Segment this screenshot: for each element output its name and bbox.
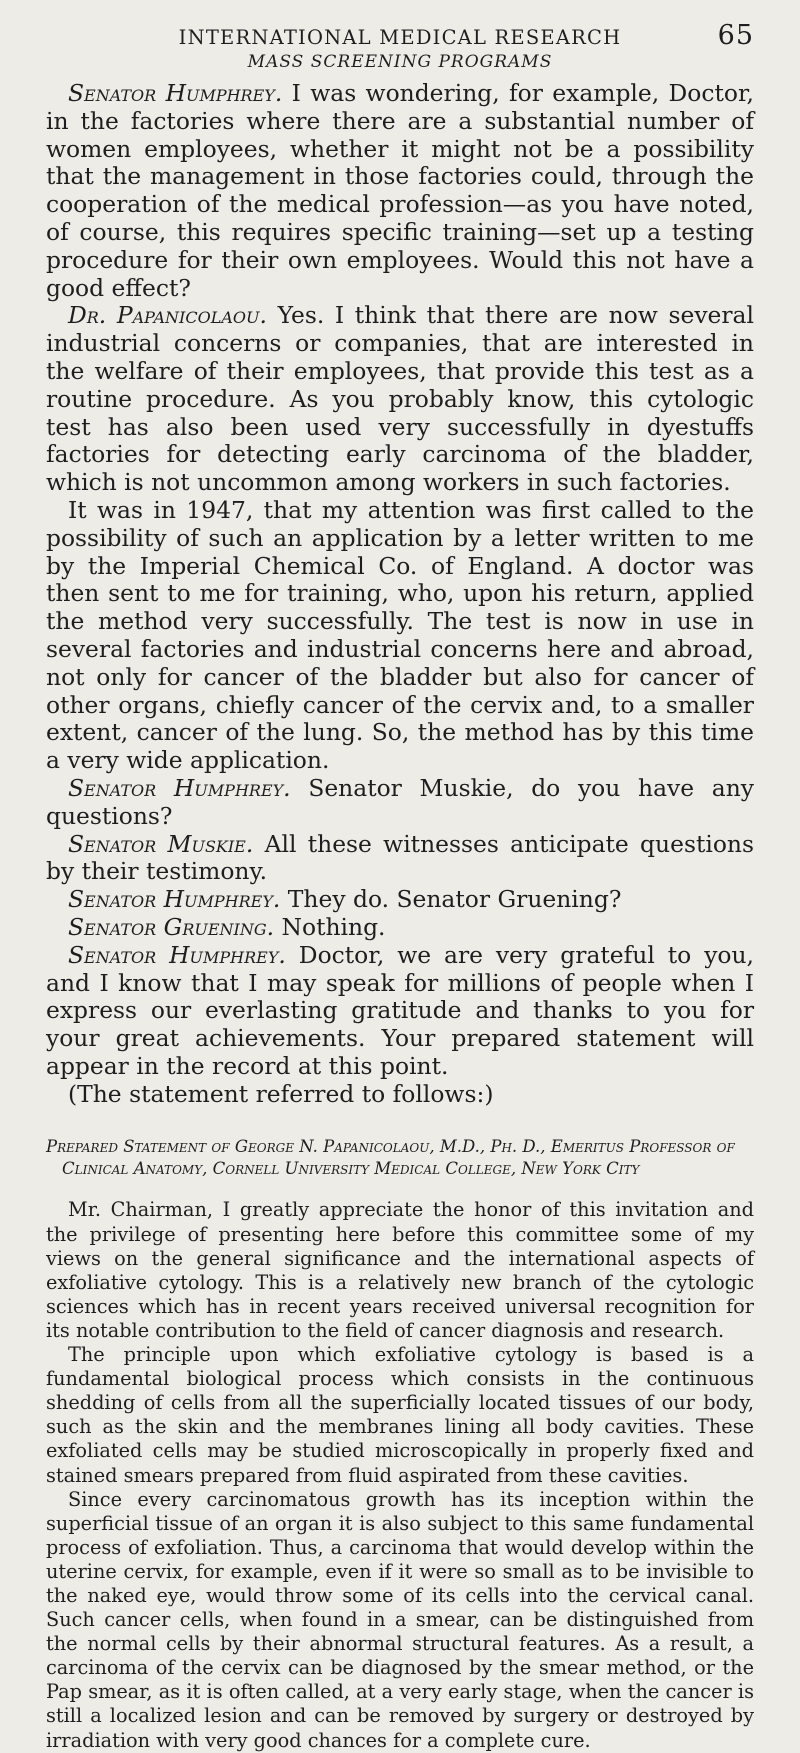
testimony-text: (The statement referred to follows:) <box>68 1079 494 1108</box>
statement-paragraph: Mr. Chairman, I greatly appreciate the honor of this invitation and the privilege of presenting here before this committee some of my views on the general significance and the international aspects of exfoliative cytology. This is a relatively new branch of the cytologic sciences which has in recent years received universal recognition for its notable contribution to the field of cancer diagnosis and research. <box>46 1198 754 1342</box>
testimony-text: Nothing. <box>274 912 386 941</box>
testimony-paragraph <box>46 302 754 497</box>
page-number: 65 <box>717 20 754 51</box>
testimony-paragraph <box>46 775 754 831</box>
testimony-text: I was wondering, for example, Doctor, in the factories where there are a substantial number of women employees, whether it might not be a possibility that the management in those factories could, through the cooperation of the medical profession—as you have noted, of course, this requires specific training—set up a testing procedure for their own employees. Would this not have a good effect? <box>46 79 754 302</box>
testimony-paragraph <box>46 497 754 775</box>
speaker-name: Senator Gruening. <box>68 912 275 941</box>
testimony-paragraph <box>46 886 754 914</box>
statement-paragraph: Since every carcinomatous growth has its inception within the superficial tissue of an organ it is also subject to this same fundamental process of exfoliation. Thus, a carcinoma that would develop within the uterine cervix, for example, even if it were so small as to be invisible to the naked eye, would throw some of its cells into the cervical canal. Such cancer cells, when found in a smear, can be distinguished from the normal cells by their abnormal structural features. As a result, a carcinoma of the cervix can be diagnosed by the smear method, or the Pap smear, as it is often called, at a very early stage, when the cancer is still a localized lesion and can be removed by surgery or destroyed by irradiation with very good chances for a complete cure. <box>46 1487 754 1752</box>
running-header <box>46 16 754 52</box>
speaker-name: Senator Humphrey. <box>68 940 286 969</box>
testimony-text: Yes. I think that there are now several industrial concerns or companies, that are interested in the welfare of their employees, that provide this test as a routine procedure. As you probably know, this cytologic test has also been used very successfully in dyestuffs factories for detecting early carcinoma of the bladder, which is not uncommon among workers in such factories. <box>46 301 754 497</box>
prepared-statement <box>46 1198 754 1752</box>
statement-heading: Prepared Statement of George N. Papanicolaou, M.D., Ph. D., Emeritus Professor of Clinical Anatomy, Cornell University Medical College, New York City <box>46 1137 735 1179</box>
section-title: MASS SCREENING PROGRAMS <box>247 52 553 72</box>
testimony-block <box>46 80 754 1108</box>
statement-paragraph: The principle upon which exfoliative cytology is based is a fundamental biological process which consists in the continuous shedding of cells from all the superficially located tissues of our body, such as the skin and the membranes lining all body cavities. These exfoliated cells may be studied microscopically in properly fixed and stained smears prepared from fluid aspirated from these cavities. <box>46 1343 754 1487</box>
testimony-text: It was in 1947, that my attention was first called to the possibility of such an application by a letter written to me by the Imperial Chemical Co. of England. A doctor was then sent to me for training, who, upon his return, applied the method very successfully. The test is now in use in several factories and industrial concerns here and abroad, not only for cancer of the bladder but also for cancer of other organs, chiefly cancer of the cervix and, to a smaller extent, cancer of the lung. So, the method has by this time a very wide application. <box>46 495 754 775</box>
running-title: INTERNATIONAL MEDICAL RESEARCH <box>178 26 622 49</box>
testimony-paragraph <box>46 942 754 1081</box>
testimony-text: They do. Senator Gruening? <box>280 885 622 914</box>
testimony-paragraph <box>46 914 754 942</box>
testimony-paragraph <box>46 831 754 887</box>
testimony-paragraph <box>46 1081 754 1109</box>
testimony-paragraph <box>46 80 754 302</box>
testimony-text: All these witnesses anticipate questions by their testimony. <box>46 829 754 886</box>
speaker-name: Senator Humphrey. <box>68 773 291 802</box>
testimony-text: Doctor, we are very grateful to you, and I know that I may speak for millions of people when I express our everlasting gratitude and thanks to you for your great achievements. Your prepared statement will appear in the record at this point. <box>46 940 754 1080</box>
speaker-name: Dr. Papanicolaou. <box>68 301 267 330</box>
testimony-text: Senator Muskie, do you have any questions? <box>46 773 754 830</box>
speaker-name: Senator Muskie. <box>68 829 254 858</box>
speaker-name: Senator Humphrey. <box>68 885 281 914</box>
speaker-name: Senator Humphrey. <box>68 79 283 107</box>
